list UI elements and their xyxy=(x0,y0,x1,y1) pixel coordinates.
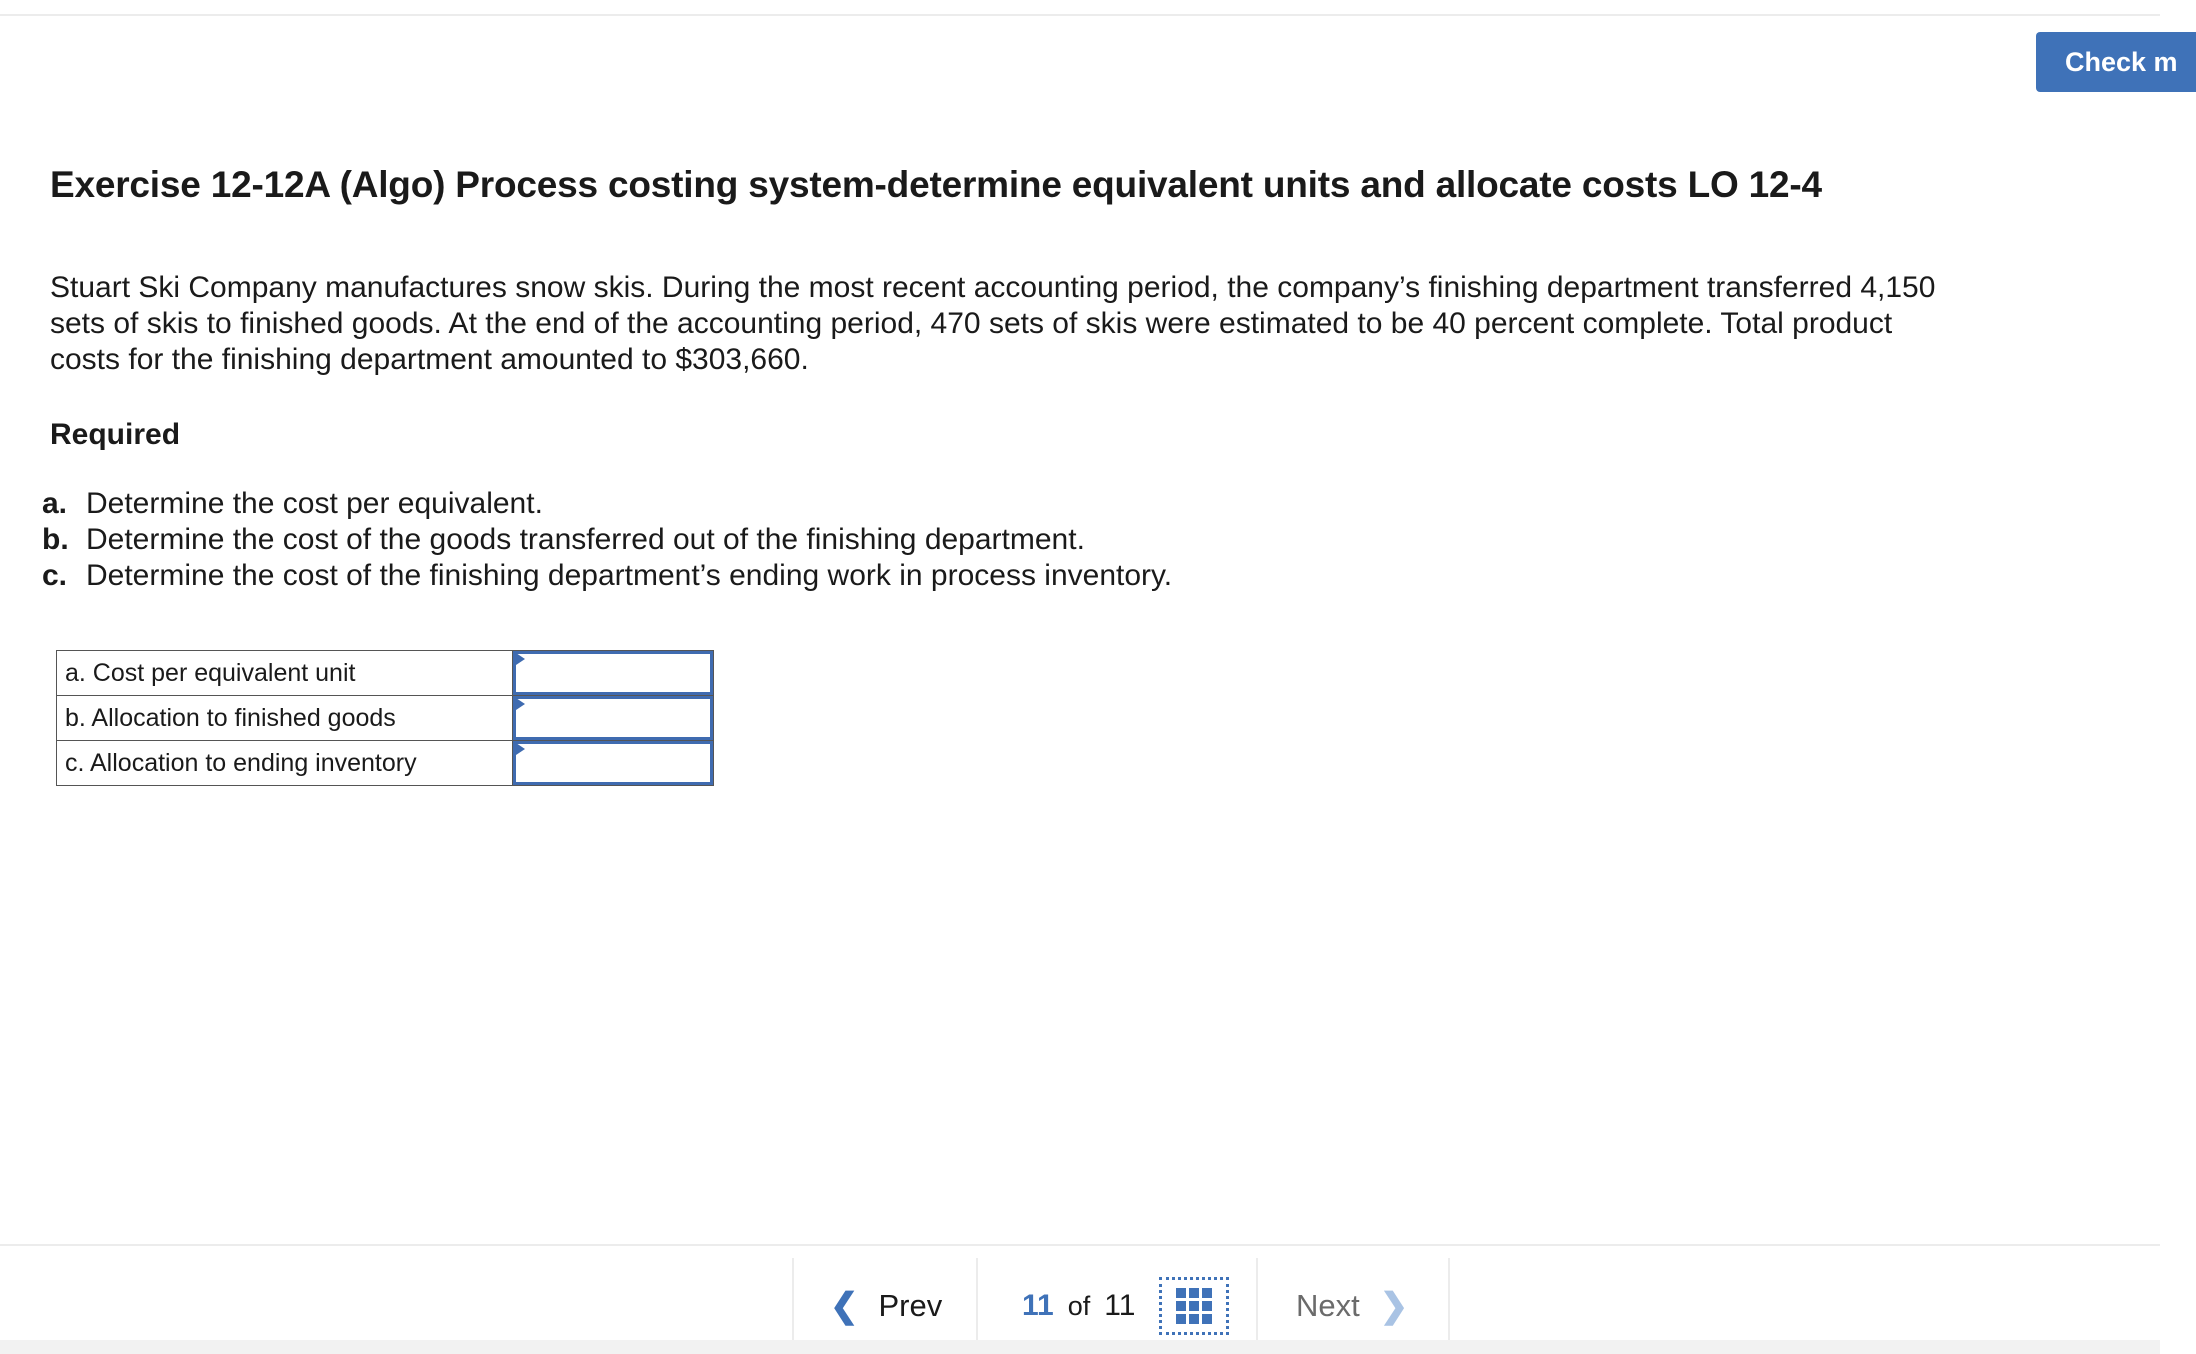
requirement-text: Determine the cost per equivalent. xyxy=(86,487,543,520)
requirement-letter: a. xyxy=(42,487,68,520)
row-label: c. Allocation to ending inventory xyxy=(57,741,513,786)
row-label: b. Allocation to finished goods xyxy=(57,696,513,741)
table-row xyxy=(57,696,714,741)
chevron-right-icon: ❯ xyxy=(1379,1287,1409,1325)
footer-shadow xyxy=(0,1340,2160,1354)
answer-cell xyxy=(513,741,714,786)
chevron-left-icon: ❮ xyxy=(830,1287,859,1325)
of-label: of xyxy=(1067,1290,1091,1321)
total-pages: 11 xyxy=(1104,1289,1136,1322)
current-page: 11 xyxy=(1022,1289,1054,1322)
requirement-text: Determine the cost of the goods transferred out of the finishing department. xyxy=(86,523,1085,556)
table-row xyxy=(57,741,714,786)
grid-icon[interactable] xyxy=(1159,1277,1229,1335)
required-heading: Required xyxy=(50,418,181,451)
answer-cell xyxy=(513,696,714,741)
requirement-letter: b. xyxy=(42,523,69,556)
field-marker-icon xyxy=(513,651,525,667)
requirements-list xyxy=(42,486,1172,594)
allocation-finished-goods-input[interactable] xyxy=(513,696,713,740)
requirement-text: Determine the cost of the finishing department’s ending work in process inventory. xyxy=(86,559,1173,592)
top-divider xyxy=(0,14,2160,16)
check-my-work-button[interactable]: Check m xyxy=(2036,32,2196,92)
prev-label: Prev xyxy=(878,1288,943,1323)
row-label: a. Cost per equivalent unit xyxy=(57,651,513,696)
footer-nav xyxy=(0,1244,2160,1354)
allocation-ending-inventory-input[interactable] xyxy=(513,741,713,785)
problem-statement: Stuart Ski Company manufactures snow skis. During the most recent accounting period, the company’s finishing department transferred 4,150 sets of skis to finished goods. At the end of the accounting period, 470 sets of skis were estimated to be 40 percent complete. Total product costs for the finishing department amounted to $303,660. xyxy=(50,271,1936,376)
answer-table xyxy=(56,650,714,786)
requirement-item xyxy=(42,558,1172,594)
field-marker-icon xyxy=(513,696,525,712)
answer-cell xyxy=(513,651,714,696)
next-label: Next xyxy=(1296,1288,1360,1323)
exercise-title: Exercise 12-12A (Algo) Process costing system-determine equivalent units and allocate costs LO 12-4 xyxy=(50,164,1822,205)
cost-per-equivalent-unit-input[interactable] xyxy=(513,651,713,695)
field-marker-icon xyxy=(513,741,525,757)
table-row xyxy=(57,651,714,696)
requirement-letter: c. xyxy=(42,559,68,592)
requirement-item xyxy=(42,486,1172,522)
requirement-item xyxy=(42,522,1172,558)
